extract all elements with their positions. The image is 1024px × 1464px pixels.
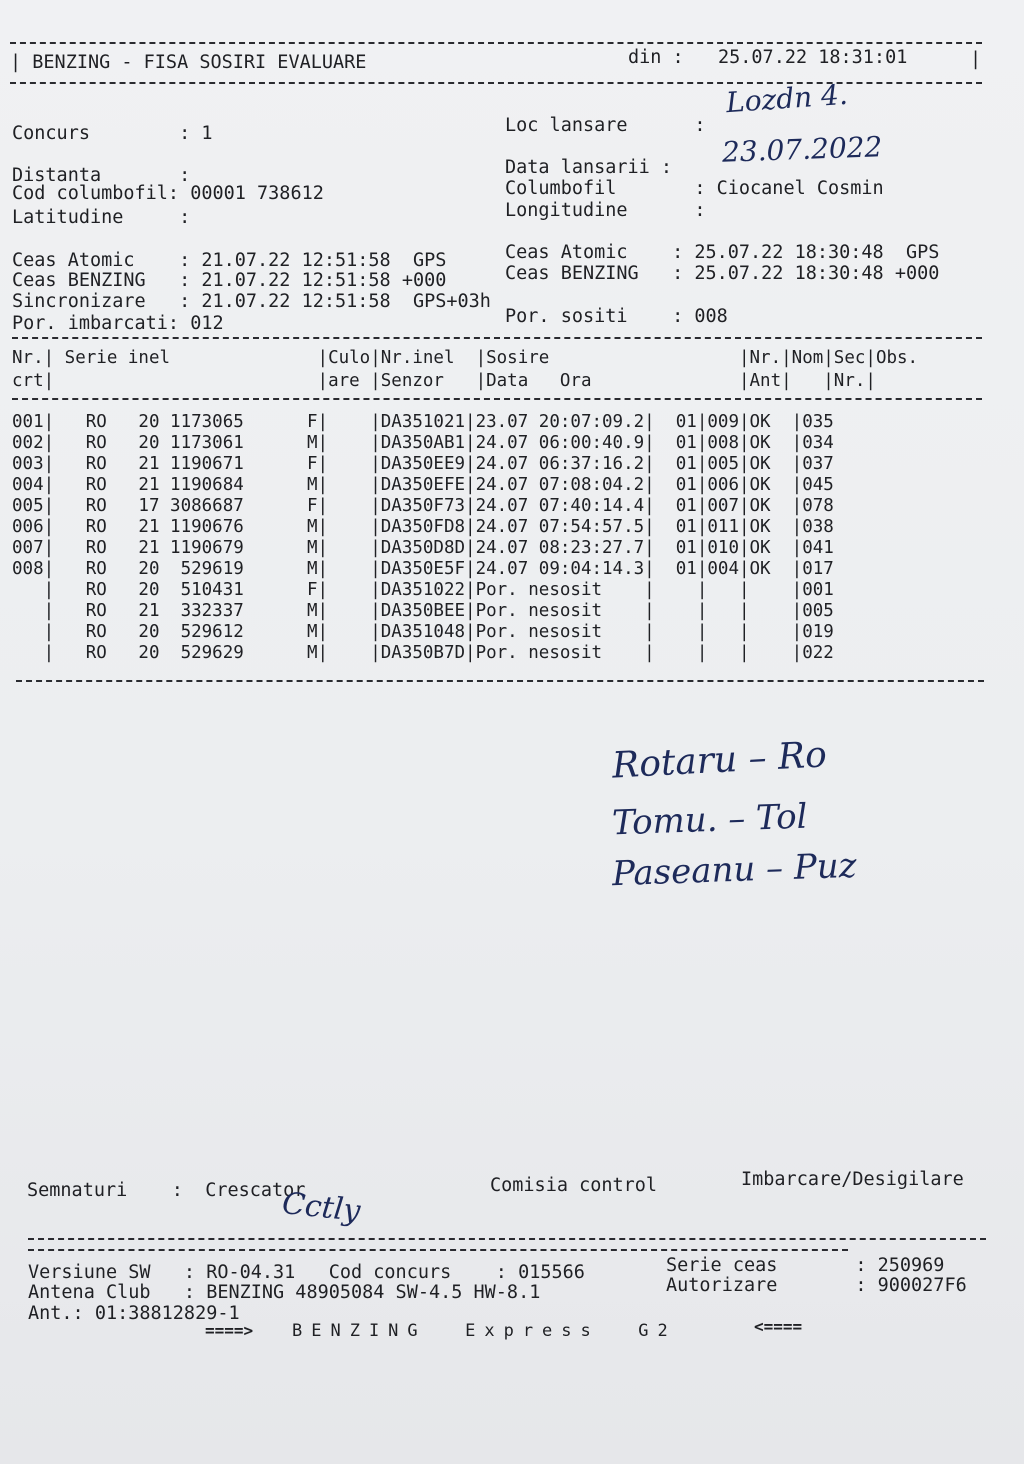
ceas-benzing-end: Ceas BENZING : 25.07.22 18:30:48 +000 (505, 263, 940, 284)
table-row: 007| RO 21 1190679 M| |DA350D8D|24.07 08:23:27.7| 01|010|OK |041 (12, 538, 834, 558)
table-header-line1: Nr.| Serie inel |Culo|Nr.inel |Sosire |Nr.|Nom|Sec|Obs. (12, 348, 919, 368)
concurs-field: Concurs : 1 (12, 123, 213, 144)
table-rule-header (12, 398, 982, 400)
distanta-field: Distanta : (12, 165, 191, 186)
antenna-id: Ant.: 01:38812829-1 (28, 1303, 240, 1324)
antena-club: Antena Club : BENZING 48905084 SW-4.5 HW-8.1 (28, 1282, 541, 1303)
serie-ceas: Serie ceas : 250969 (666, 1255, 945, 1276)
versiune-sw: Versiune SW : RO-04.31 Cod concurs : 015566 (28, 1262, 585, 1283)
table-row: 008| RO 20 529619 M| |DA350E5F|24.07 09:04:14.3| 01|004|OK |017 (12, 559, 834, 579)
table-rule-bottom (16, 680, 984, 682)
banner-arrow-left: ====> (205, 1321, 254, 1340)
breeder-signature: Cctly (280, 1186, 362, 1229)
table-row: 002| RO 20 1173061 M| |DA350AB1|24.07 06:00:40.9| 01|008|OK |034 (12, 433, 834, 453)
table-row: 003| RO 21 1190671 F| |DA350EE9|24.07 06:37:16.2| 01|005|OK |037 (12, 454, 834, 474)
imbarcare-desigilare-label: Imbarcare/Desigilare (741, 1169, 964, 1190)
autorizare: Autorizare : 900027F6 (666, 1275, 967, 1296)
table-rule-top (12, 337, 982, 339)
ceas-atomic-start: Ceas Atomic : 21.07.22 12:51:58 GPS (12, 250, 447, 271)
data-lansarii-field: Data lansarii : (505, 157, 673, 178)
print-date-value: 25.07.22 18:31:01 (718, 47, 908, 68)
header-end-bar: | (970, 49, 982, 70)
handwritten-note-2: Tomu. – Tol (611, 796, 809, 844)
handwritten-release-location: Lozdn 4. (724, 77, 849, 120)
latitudine-field: Latitudine : (12, 207, 191, 228)
cod-columbofil-field: Cod columbofil: 00001 738612 (12, 183, 324, 204)
table-row: 004| RO 21 1190684 M| |DA350EFE|24.07 07:08:04.2| 01|006|OK |045 (12, 475, 834, 495)
handwritten-note-1: Rotaru – Ro (611, 734, 828, 787)
banner-arrow-right: <==== (754, 1317, 803, 1336)
sheet-title: | BENZING - FISA SOSIRI EVALUARE (10, 52, 367, 73)
table-row: | RO 21 332337 M| |DA350BEE|Por. nesosit | | | |005 (12, 601, 834, 621)
table-row: | RO 20 529629 M| |DA350B7D|Por. nesosit | | | |022 (12, 643, 834, 663)
handwritten-note-3: Paseanu – Puz (611, 845, 858, 895)
benzing-express-banner: BENZING Express G2 (292, 1321, 677, 1341)
comisia-control-label: Comisia control (490, 1175, 658, 1196)
longitudine-field: Longitudine : (505, 200, 706, 221)
footer-rule-top (28, 1238, 986, 1240)
handwritten-release-date: 23.07.2022 (721, 130, 883, 169)
table-row: 006| RO 21 1190676 M| |DA350FD8|24.07 07:54:57.5| 01|011|OK |038 (12, 517, 834, 537)
table-row: | RO 20 510431 F| |DA351022|Por. nesosit | | | |001 (12, 580, 834, 600)
columbofil-field: Columbofil : Ciocanel Cosmin (505, 178, 884, 199)
loc-lansare-field: Loc lansare : (505, 115, 706, 136)
ceas-benzing-start: Ceas BENZING : 21.07.22 12:51:58 +000 (12, 270, 447, 291)
print-date-label: din : (628, 47, 684, 68)
table-header-line2: crt| |are |Senzor |Data Ora |Ant| |Nr.| (12, 371, 876, 391)
sincronizare-start: Sincronizare : 21.07.22 12:51:58 GPS+03h (12, 291, 491, 312)
footer-rule-second (28, 1249, 848, 1251)
semnaturi-label: Semnaturi : Crescator (27, 1180, 306, 1201)
porumbei-imbarcati: Por. imbarcati: 012 (12, 313, 224, 334)
table-row: 005| RO 17 3086687 F| |DA350F73|24.07 07:40:14.4| 01|007|OK |078 (12, 496, 834, 516)
table-row: | RO 20 529612 M| |DA351048|Por. nesosit | | | |019 (12, 622, 834, 642)
ceas-atomic-end: Ceas Atomic : 25.07.22 18:30:48 GPS (505, 242, 940, 263)
header-rule-top (10, 42, 982, 44)
porumbei-sositi: Por. sositi : 008 (505, 306, 728, 327)
table-row: 001| RO 20 1173065 F| |DA351021|23.07 20:07:09.2| 01|009|OK |035 (12, 412, 834, 432)
